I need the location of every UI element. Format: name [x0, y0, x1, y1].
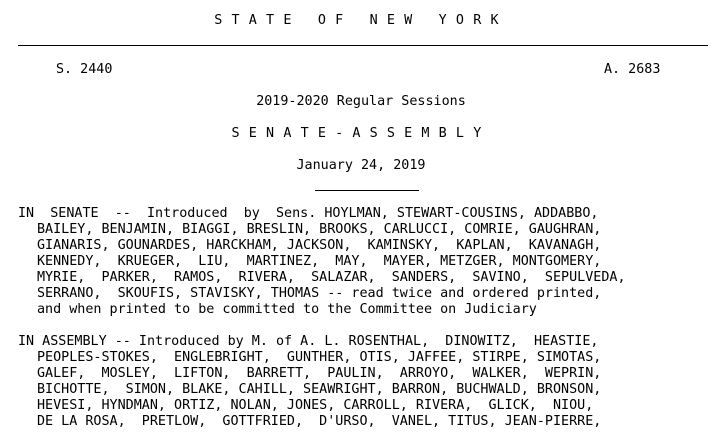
- assembly-intro-line: PEOPLES-STOKES, ENGLEBRIGHT, GUNTHER, OTIS, JAFFEE, STIRPE, SIMOTAS,: [37, 350, 602, 365]
- senate-intro-line: IN SENATE -- Introduced by Sens. HOYLMAN, STEWART-COUSINS, ADDABBO,: [18, 206, 599, 221]
- state-title: STATE OF NEW YORK: [214, 13, 508, 28]
- assembly-intro-line: GALEF, MOSLEY, LIFTON, BARRETT, PAULIN, ARROYO, WALKER, WEPRIN,: [37, 366, 602, 381]
- senate-intro-line: GIANARIS, GOUNARDES, HARCKHAM, JACKSON, KAMINSKY, KAPLAN, KAVANAGH,: [37, 238, 602, 253]
- assembly-intro-line: DE LA ROSA, PRETLOW, GOTTFRIED, D'URSO, VANEL, TITUS, JEAN-PIERRE,: [37, 414, 602, 429]
- assembly-intro-line: HEVESI, HYNDMAN, ORTIZ, NOLAN, JONES, CARROLL, RIVERA, GLICK, NIOU,: [37, 398, 594, 413]
- senate-intro-line: MYRIE, PARKER, RAMOS, RIVERA, SALAZAR, SANDERS, SAVINO, SEPULVEDA,: [37, 270, 626, 285]
- chamber-title: SENATE-ASSEMBLY: [231, 126, 491, 141]
- senate-intro-line: SERRANO, SKOUFIS, STAVISKY, THOMAS -- read twice and ordered printed,: [37, 286, 602, 301]
- senate-intro-line: KENNEDY, KRUEGER, LIU, MARTINEZ, MAY, MAYER, METZGER, MONTGOMERY,: [37, 254, 602, 269]
- assembly-intro-line: BICHOTTE, SIMON, BLAKE, CAHILL, SEAWRIGHT, BARRON, BUCHWALD, BRONSON,: [37, 382, 602, 397]
- header-divider: [18, 45, 708, 46]
- senate-bill-number: S. 2440: [56, 62, 113, 77]
- session-title: 2019-2020 Regular Sessions: [256, 94, 466, 109]
- senate-intro-line: and when printed to be committed to the Committee on Judiciary: [37, 302, 537, 317]
- assembly-intro-line: IN ASSEMBLY -- Introduced by M. of A. L. ROSENTHAL, DINOWITZ, HEASTIE,: [18, 334, 599, 349]
- introduction-date: January 24, 2019: [296, 158, 426, 173]
- date-underline: [315, 190, 419, 191]
- assembly-bill-number: A. 2683: [604, 62, 661, 77]
- senate-intro-line: BAILEY, BENJAMIN, BIAGGI, BRESLIN, BROOKS, CARLUCCI, COMRIE, GAUGHRAN,: [37, 222, 602, 237]
